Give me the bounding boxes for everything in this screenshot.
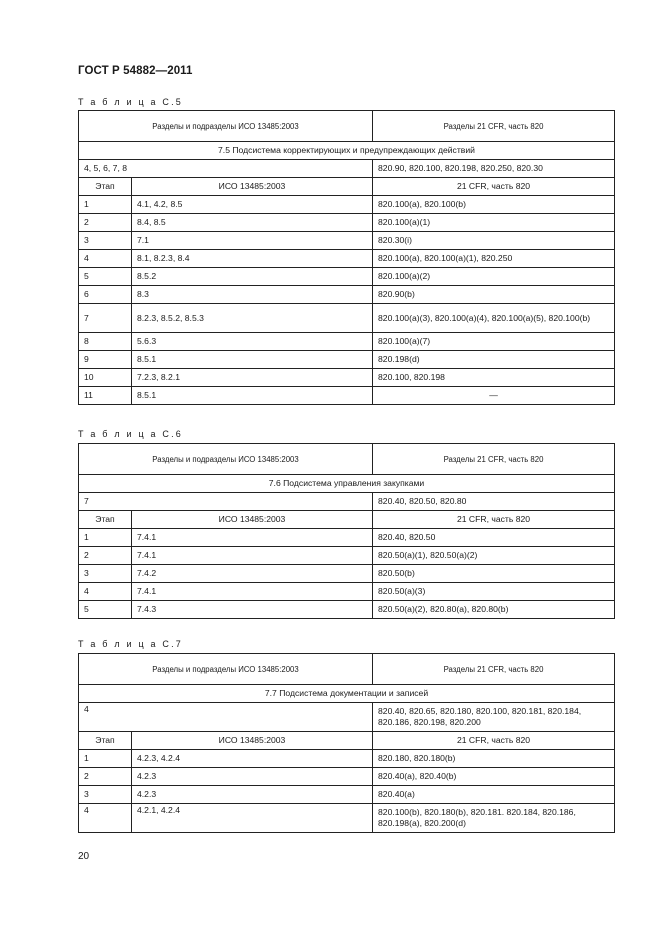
table-row	[79, 750, 615, 768]
table-c6	[78, 443, 615, 619]
table-row	[79, 196, 615, 214]
cfr-cell: 820.100(a), 820.100(a)(1), 820.250	[373, 250, 615, 268]
iso-cell: 4.1, 4.2, 8.5	[132, 196, 373, 214]
subheader-cfr: 21 CFR, часть 820	[373, 178, 615, 196]
cfr-cell: 820.90(b)	[373, 286, 615, 304]
subheader-row	[79, 732, 615, 750]
iso-cell: 7.4.1	[132, 547, 373, 565]
table-row	[79, 232, 615, 250]
summary-iso: 4	[79, 703, 373, 732]
cfr-cell: 820.50(a)(1), 820.50(a)(2)	[373, 547, 615, 565]
iso-cell: 7.1	[132, 232, 373, 250]
summary-row	[79, 703, 615, 732]
table-row	[79, 333, 615, 351]
iso-cell: 8.3	[132, 286, 373, 304]
table-row	[79, 286, 615, 304]
iso-cell: 8.1, 8.2.3, 8.4	[132, 250, 373, 268]
subheader-cfr: 21 CFR, часть 820	[373, 511, 615, 529]
table-caption-c7: Т а б л и ц а С.7	[78, 639, 184, 649]
cfr-cell: 820.100(a)(3), 820.100(a)(4), 820.100(a)(5), 820.100(b)	[373, 304, 615, 333]
page-number: 20	[78, 851, 90, 862]
iso-cell: 7.4.2	[132, 565, 373, 583]
section-title: 7.5 Подсистема корректирующих и предупреждающих действий	[79, 142, 615, 160]
iso-cell: 5.6.3	[132, 333, 373, 351]
cfr-cell: 820.50(b)	[373, 565, 615, 583]
header-cfr: Разделы 21 CFR, часть 820	[373, 444, 615, 475]
step-cell: 6	[79, 286, 132, 304]
step-cell: 1	[79, 750, 132, 768]
cfr-cell: 820.50(a)(2), 820.80(a), 820.80(b)	[373, 601, 615, 619]
iso-cell: 8.5.2	[132, 268, 373, 286]
step-cell: 2	[79, 768, 132, 786]
table-caption-c6: Т а б л и ц а С.6	[78, 429, 184, 439]
step-cell: 9	[79, 351, 132, 369]
step-cell: 1	[79, 196, 132, 214]
iso-cell: 8.5.1	[132, 351, 373, 369]
iso-cell: 4.2.1, 4.2.4	[132, 804, 373, 833]
table-row	[79, 351, 615, 369]
table-row	[79, 268, 615, 286]
section-row	[79, 142, 615, 160]
step-cell: 1	[79, 529, 132, 547]
header-cfr: Разделы 21 CFR, часть 820	[373, 111, 615, 142]
subheader-row	[79, 511, 615, 529]
cfr-cell: 820.100(a)(2)	[373, 268, 615, 286]
table-caption-c5: Т а б л и ц а С.5	[78, 97, 184, 107]
iso-cell: 4.2.3, 4.2.4	[132, 750, 373, 768]
header-iso: Разделы и подразделы ИСО 13485:2003	[79, 111, 373, 142]
header-iso: Разделы и подразделы ИСО 13485:2003	[79, 444, 373, 475]
cfr-cell: 820.198(d)	[373, 351, 615, 369]
iso-cell: 7.4.3	[132, 601, 373, 619]
section-title: 7.7 Подсистема документации и записей	[79, 685, 615, 703]
table-c5	[78, 110, 615, 405]
summary-cfr: 820.40, 820.50, 820.80	[373, 493, 615, 511]
table-row	[79, 786, 615, 804]
iso-cell: 7.2.3, 8.2.1	[132, 369, 373, 387]
table-row	[79, 369, 615, 387]
subheader-step: Этап	[79, 732, 132, 750]
cfr-cell: —	[373, 387, 615, 405]
subheader-iso: ИСО 13485:2003	[132, 732, 373, 750]
header-cfr: Разделы 21 CFR, часть 820	[373, 654, 615, 685]
summary-row	[79, 493, 615, 511]
cfr-cell: 820.30(i)	[373, 232, 615, 250]
step-cell: 7	[79, 304, 132, 333]
step-cell: 8	[79, 333, 132, 351]
step-cell: 3	[79, 232, 132, 250]
table-row	[79, 214, 615, 232]
subheader-iso: ИСО 13485:2003	[132, 511, 373, 529]
step-cell: 5	[79, 601, 132, 619]
step-cell: 2	[79, 547, 132, 565]
iso-cell: 4.2.3	[132, 786, 373, 804]
cfr-cell: 820.100, 820.198	[373, 369, 615, 387]
subheader-step: Этап	[79, 511, 132, 529]
subheader-row	[79, 178, 615, 196]
cfr-cell: 820.50(a)(3)	[373, 583, 615, 601]
step-cell: 3	[79, 565, 132, 583]
iso-cell: 8.4, 8.5	[132, 214, 373, 232]
step-cell: 5	[79, 268, 132, 286]
table-row	[79, 583, 615, 601]
table-c7	[78, 653, 615, 833]
table-header-row	[79, 654, 615, 685]
table-header-row	[79, 111, 615, 142]
iso-cell: 7.4.1	[132, 529, 373, 547]
cfr-cell: 820.40(a), 820.40(b)	[373, 768, 615, 786]
cfr-cell: 820.40, 820.50	[373, 529, 615, 547]
table-row	[79, 804, 615, 833]
summary-cfr: 820.90, 820.100, 820.198, 820.250, 820.30	[373, 160, 615, 178]
subheader-iso: ИСО 13485:2003	[132, 178, 373, 196]
cfr-cell: 820.100(a)(1)	[373, 214, 615, 232]
cfr-cell: 820.100(a), 820.100(b)	[373, 196, 615, 214]
table-row	[79, 565, 615, 583]
cfr-cell: 820.180, 820.180(b)	[373, 750, 615, 768]
section-row	[79, 685, 615, 703]
table-row	[79, 529, 615, 547]
table-row	[79, 304, 615, 333]
summary-row	[79, 160, 615, 178]
step-cell: 4	[79, 804, 132, 833]
step-cell: 3	[79, 786, 132, 804]
subheader-step: Этап	[79, 178, 132, 196]
summary-cfr: 820.40, 820.65, 820.180, 820.100, 820.181, 820.184, 820.186, 820.198, 820.200	[373, 703, 615, 732]
cfr-cell: 820.100(a)(7)	[373, 333, 615, 351]
table-row	[79, 601, 615, 619]
subheader-cfr: 21 CFR, часть 820	[373, 732, 615, 750]
step-cell: 4	[79, 583, 132, 601]
table-row	[79, 768, 615, 786]
step-cell: 2	[79, 214, 132, 232]
iso-cell: 8.2.3, 8.5.2, 8.5.3	[132, 304, 373, 333]
cfr-cell: 820.100(b), 820.180(b), 820.181. 820.184, 820.186, 820.198(a), 820.200(d)	[373, 804, 615, 833]
table-row	[79, 250, 615, 268]
iso-cell: 7.4.1	[132, 583, 373, 601]
header-iso: Разделы и подразделы ИСО 13485:2003	[79, 654, 373, 685]
iso-cell: 8.5.1	[132, 387, 373, 405]
cfr-cell: 820.40(a)	[373, 786, 615, 804]
document-code: ГОСТ Р 54882—2011	[78, 65, 193, 77]
step-cell: 10	[79, 369, 132, 387]
summary-iso: 7	[79, 493, 373, 511]
table-header-row	[79, 444, 615, 475]
step-cell: 11	[79, 387, 132, 405]
summary-iso: 4, 5, 6, 7, 8	[79, 160, 373, 178]
step-cell: 4	[79, 250, 132, 268]
table-row	[79, 547, 615, 565]
section-title: 7.6 Подсистема управления закупками	[79, 475, 615, 493]
table-row	[79, 387, 615, 405]
section-row	[79, 475, 615, 493]
iso-cell: 4.2.3	[132, 768, 373, 786]
